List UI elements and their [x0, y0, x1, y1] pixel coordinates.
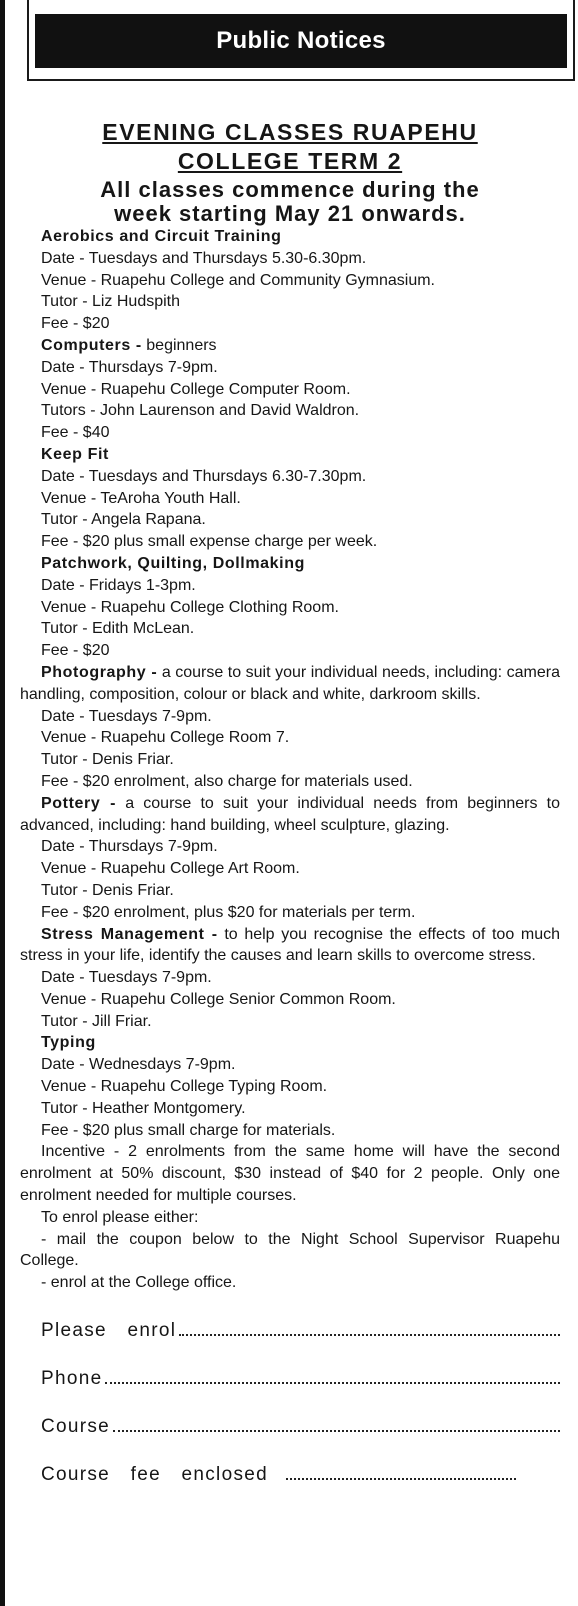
class-description: Pottery - a course to suit your individual needs from beginners to advanced, including: hand building, wheel sculpture, glazing. [20, 794, 560, 834]
class-tutor: Tutor - Denis Friar. [41, 881, 174, 899]
class-venue: Venue - Ruapehu College Computer Room. [41, 380, 351, 398]
notice-title-line1: EVENING CLASSES RUAPEHU [102, 119, 478, 145]
class-date: Date - Tuesdays and Thursdays 5.30-6.30pm. [41, 249, 367, 267]
class-heading: Keep Fit [41, 445, 109, 463]
coupon-label-enrol: Please enrol [41, 1320, 177, 1342]
class-venue: Venue - TeAroha Youth Hall. [41, 489, 241, 507]
notice-title [20, 118, 560, 176]
coupon-row-enrol [20, 1320, 560, 1368]
header-banner: Public Notices [35, 14, 567, 68]
class-tutor: Tutor - Angela Rapana. [41, 511, 206, 529]
class-venue: Venue - Ruapehu College Senior Common Room. [41, 990, 396, 1008]
enrol-option-office: - enrol at the College office. [41, 1274, 237, 1292]
coupon-row-fee [20, 1464, 560, 1512]
class-tutor: Tutor - Heather Montgomery. [41, 1099, 246, 1117]
class-tutor: Tutor - Edith McLean. [41, 620, 195, 638]
coupon-label-phone: Phone [41, 1368, 103, 1390]
class-description: Photography - a course to suit your individual needs, including: camera handling, composition, colour or black and white, darkroom skills. [20, 663, 560, 703]
class-computers [20, 335, 560, 444]
class-tutor: Tutor - Denis Friar. [41, 751, 174, 769]
coupon-label-course: Course [41, 1416, 111, 1438]
class-heading: Patchwork, Quilting, Dollmaking [41, 554, 305, 572]
class-tutor: Tutor - Jill Friar. [41, 1012, 152, 1030]
class-venue: Venue - Ruapehu College Typing Room. [41, 1078, 328, 1096]
notice-body [20, 118, 560, 1512]
class-venue: Venue - Ruapehu College Clothing Room. [41, 598, 339, 616]
class-venue: Venue - Ruapehu College Room 7. [41, 729, 290, 747]
class-fee: Fee - $20 plus small charge for materials. [41, 1121, 336, 1139]
class-stress-management [20, 924, 560, 1033]
class-date: Date - Tuesdays 7-9pm. [41, 707, 212, 725]
class-fee: Fee - $20 enrolment, plus $20 for materials per term. [41, 903, 416, 921]
coupon-field-phone[interactable] [105, 1368, 560, 1384]
public-notices-header [27, 0, 575, 81]
class-fee: Fee - $20 [41, 315, 110, 333]
class-photography [20, 662, 560, 793]
class-pottery [20, 793, 560, 924]
class-heading: Typing [41, 1034, 96, 1052]
class-date: Date - Tuesdays 7-9pm. [41, 969, 212, 987]
class-patchwork [20, 553, 560, 662]
enrol-option-mail: - mail the coupon below to the Night School Supervisor Ruapehu College. [20, 1230, 560, 1270]
class-date: Date - Wednesdays 7-9pm. [41, 1056, 236, 1074]
class-fee: Fee - $20 plus small expense charge per week. [41, 533, 378, 551]
notice-subtitle-line1: All classes commence during the [100, 177, 480, 202]
coupon-row-phone [20, 1368, 560, 1416]
class-aerobics [20, 226, 560, 335]
class-keep-fit [20, 444, 560, 553]
class-date: Date - Thursdays 7-9pm. [41, 358, 218, 376]
class-venue: Venue - Ruapehu College Art Room. [41, 860, 300, 878]
class-venue: Venue - Ruapehu College and Community Gymnasium. [41, 271, 435, 289]
notice-subtitle [20, 178, 560, 226]
enrol-intro: To enrol please either: [41, 1208, 199, 1226]
class-fee: Fee - $40 [41, 424, 110, 442]
class-date: Date - Fridays 1-3pm. [41, 576, 196, 594]
class-fee: Fee - $20 enrolment, also charge for materials used. [41, 772, 413, 790]
enrolment-coupon [20, 1320, 560, 1512]
notice-subtitle-line2: week starting May 21 onwards. [114, 201, 466, 226]
class-tutor: Tutor - Liz Hudspith [41, 293, 181, 311]
class-tutor: Tutors - John Laurenson and David Waldron. [41, 402, 360, 420]
class-date: Date - Tuesdays and Thursdays 6.30-7.30pm. [41, 467, 367, 485]
coupon-field-course[interactable] [113, 1416, 560, 1432]
notice-title-line2: COLLEGE TERM 2 [177, 148, 403, 174]
class-typing [20, 1032, 560, 1141]
incentive-text: Incentive - 2 enrolments from the same home will have the second enrolment at 50% discount, $30 instead of $40 for 2 people. Only one enrolment needed for multiple courses. [20, 1143, 560, 1205]
class-date: Date - Thursdays 7-9pm. [41, 838, 218, 856]
coupon-label-fee: Course fee enclosed [41, 1464, 268, 1486]
class-description: Stress Management - to help you recognise the effects of too much stress in your life, identify the causes and learn skills to overcome stress. [20, 925, 560, 965]
class-heading: Aerobics and Circuit Training [41, 228, 282, 245]
class-fee: Fee - $20 [41, 642, 110, 660]
coupon-row-course [20, 1416, 560, 1464]
coupon-field-fee[interactable] [286, 1464, 516, 1480]
class-heading: Computers - beginners [41, 336, 217, 354]
coupon-field-enrol[interactable] [179, 1320, 560, 1336]
page-edge-rule [0, 0, 5, 1606]
